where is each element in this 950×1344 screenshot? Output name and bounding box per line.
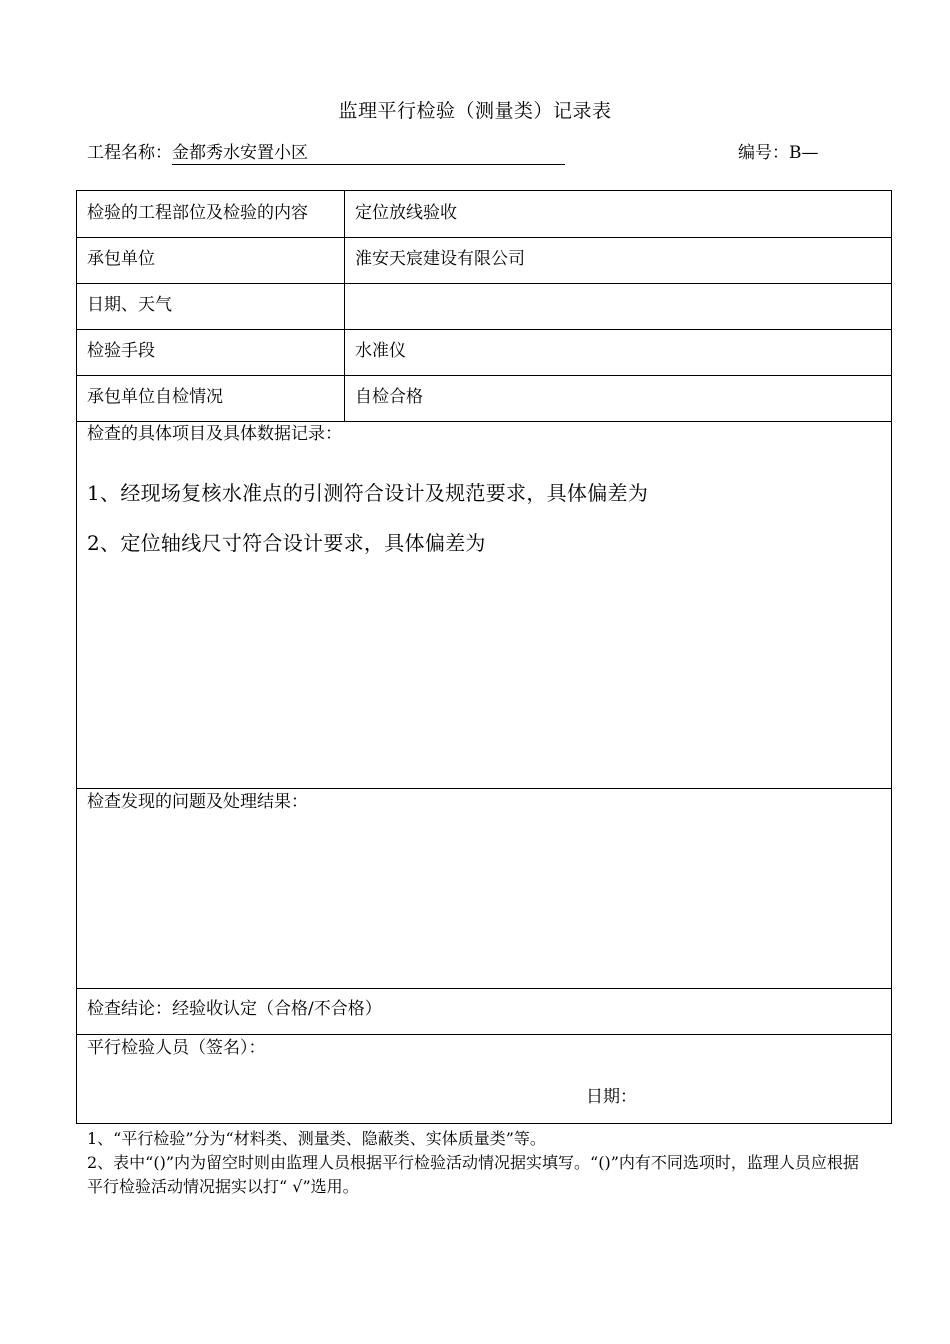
info-label: 检验的工程部位及检验的内容 xyxy=(87,203,308,223)
info-label: 日期、天气 xyxy=(87,295,172,315)
info-label: 承包单位 xyxy=(87,249,155,269)
issues-label: 检查发现的问题及处理结果： xyxy=(87,792,308,812)
footnote-1: 1、“平行检验”分为“材料类、测量类、隐蔽类、实体质量类”等。 xyxy=(87,1129,546,1148)
info-row-date-weather xyxy=(77,284,891,330)
details-section xyxy=(77,422,891,789)
info-value: 自检合格 xyxy=(355,387,423,407)
cell-divider xyxy=(344,238,345,283)
info-value: 水准仪 xyxy=(355,341,406,361)
info-row-inspection-content xyxy=(77,191,891,238)
cell-divider xyxy=(344,284,345,329)
conclusion-label: 检查结论：经验收认定（合格/不合格） xyxy=(87,999,382,1019)
info-value: 淮安天宸建设有限公司 xyxy=(355,249,525,269)
cell-divider xyxy=(344,376,345,421)
inspection-form-table xyxy=(76,190,892,1124)
form-title: 监理平行检验（测量类）记录表 xyxy=(338,100,612,122)
cell-divider xyxy=(344,191,345,237)
info-label: 检验手段 xyxy=(87,341,155,361)
info-value: 定位放线验收 xyxy=(355,203,457,223)
project-name-row xyxy=(87,142,565,165)
inspector-date-label: 日期： xyxy=(586,1087,637,1107)
detail-item: 1、经现场复核水准点的引测符合设计及规范要求，具体偏差为 xyxy=(87,481,649,505)
info-label: 承包单位自检情况 xyxy=(87,387,223,407)
detail-item: 2、定位轴线尺寸符合设计要求，具体偏差为 xyxy=(87,531,486,555)
issues-section xyxy=(77,789,891,989)
footnote-2: 2、表中“()”内为留空时则由监理人员根据平行检验活动情况据实填写。“()”内有不同选项时，监理人员应根据平行检验活动情况据实以打“ √”选用。 xyxy=(87,1153,859,1196)
project-name-value: 金都秀水安置小区 xyxy=(172,142,565,165)
conclusion-section xyxy=(77,989,891,1035)
form-code: 编号：B— xyxy=(738,143,819,163)
project-name-label: 工程名称： xyxy=(87,143,172,163)
cell-divider xyxy=(344,330,345,375)
inspector-signature-label: 平行检验人员（签名）： xyxy=(87,1038,266,1058)
info-row-self-check xyxy=(77,376,891,422)
inspector-section xyxy=(77,1035,891,1123)
info-row-contractor xyxy=(77,238,891,284)
details-label: 检查的具体项目及具体数据记录： xyxy=(87,424,342,444)
info-row-method xyxy=(77,330,891,376)
